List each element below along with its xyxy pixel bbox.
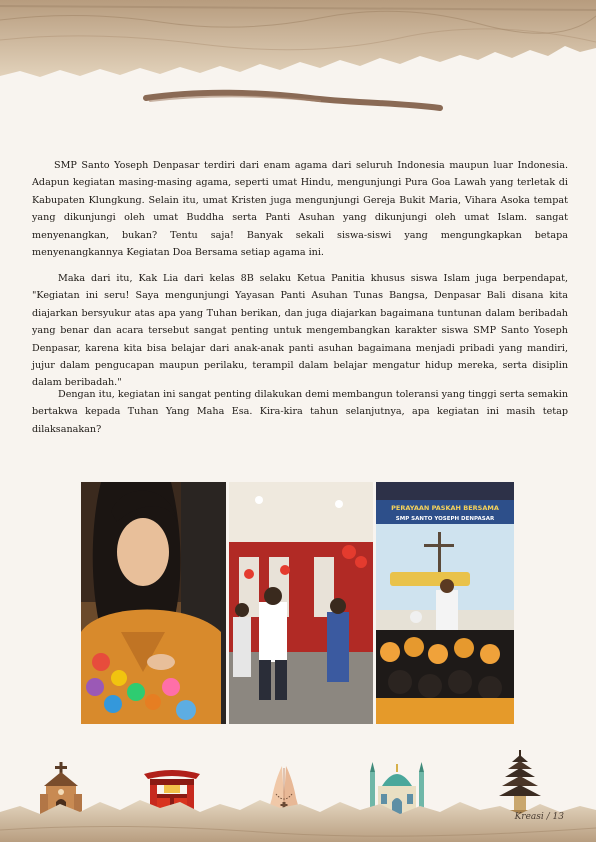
banner-title-text: PERAYAAN PASKAH BERSAMA (391, 504, 499, 512)
page-number-label: Kreasi / 13 (514, 812, 564, 822)
brush-stroke-divider (140, 88, 450, 118)
article-paragraph-3 (32, 386, 568, 438)
photo-temple-visit (229, 482, 373, 724)
banner-subtitle-text: SMP SANTO YOSEPH DENPASAR (395, 516, 495, 522)
paragraph-1-text: SMP Santo Yoseph Denpasar terdiri dari enam agama dari seluruh Indonesia maupun luar Indonesia. Adapun kegiatan masing-masing agama, seperti umat Hindu, mengunjungi Pura Goa Lawah yang terletak di Kabupaten Klungkung. Selain itu, umat Kristen juga mengunjungi Gereja Bukit Maria, Vihara Asoka tempat yang dikunjungi oleh umat Buddha serta Panti Asuhan yang dikunjungi oleh umat Islam. sangat menyenangkan, bukan? Tentu saja! Banyak sekali siswa-siswi yang mengungkapkan betapa menyenangkannya Kegiatan Doa Bersama setiap agama ini. (32, 160, 568, 259)
photo-student-with-crafts (81, 482, 226, 724)
paragraph-3-text: Dengan itu, kegiatan ini sangat penting dilakukan demi membangun toleransi yang tinggi serta semakin bertakwa kepada Tuhan Yang Maha Esa. Kira-kira tahun selanjutnya, apa kegiatan ini masih tetap dilaksanakan? (32, 389, 568, 435)
torn-paper-bottom-decoration (0, 794, 596, 842)
torn-paper-top-decoration (0, 0, 596, 78)
article-paragraph-1 (32, 157, 568, 261)
article-paragraph-2 (32, 270, 568, 392)
photo-easter-mass (376, 482, 514, 724)
paragraph-2-text: Maka dari itu, Kak Lia dari kelas 8B selaku Ketua Panitia khusus siswa Islam juga berpendapat, "Kegiatan ini seru! Saya mengunjungi Yayasan Panti Asuhan Tunas Bangsa, Denpasar Bali disana kita diajarkan bersyukur atas apa yang Tuhan berikan, dan juga diajarkan bagaimana tuntunan dalam beribadah yang benar dan acara tersebut sangat penting untuk mengembangkan karakter siswa SMP Santo Yoseph Denpasar, karena kita bisa belajar dari anak-anak panti asuhan bagaimana menjadi pribadi yang mandiri, jujur dalam pengucapan maupun perilaku, terampil dalam belajar mengatur hidup mereka, serta disiplin dalam beribadah." (32, 273, 568, 389)
